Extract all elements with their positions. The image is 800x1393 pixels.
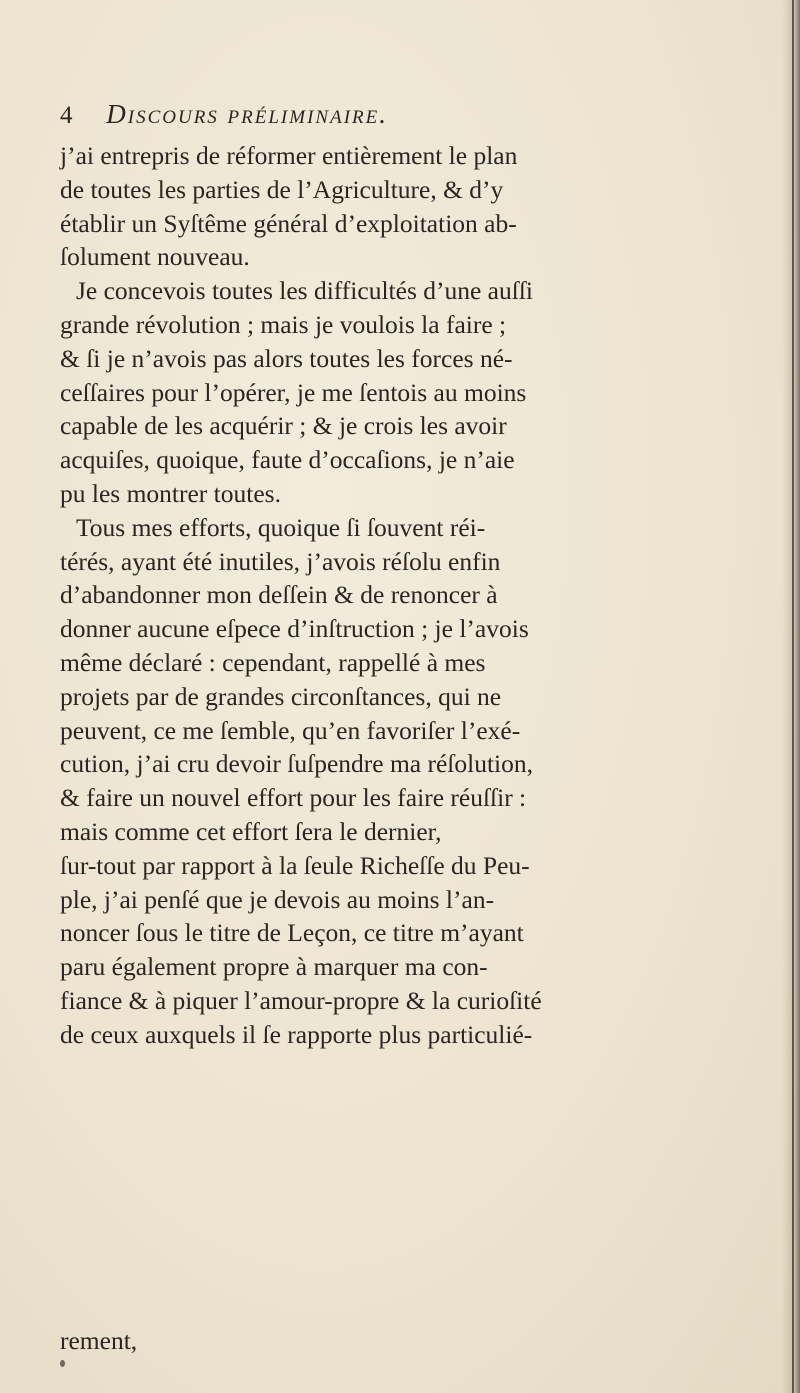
page-header (60, 94, 700, 134)
text-line: paru également propre à marquer ma con- (60, 952, 488, 982)
text-line: ceſſaires pour l’opérer, je me ſentois au moins (60, 377, 527, 407)
text-line: pu les montrer toutes. (60, 478, 281, 508)
paragraph-start-line: Tous mes efforts, quoique ſi ſouvent réi- (76, 512, 486, 542)
text-line: & faire un nouvel effort pour les faire réuſſir : (60, 783, 527, 813)
page-number: 4 (60, 102, 73, 129)
text-line: établir un Syſtême général d’exploitation ab- (60, 208, 517, 238)
text-line: projets par de grandes circonſtances, qui ne (60, 681, 502, 711)
text-line: & ſi je n’avois pas alors toutes les forces né- (60, 343, 513, 373)
text-line: de ceux auxquels il ſe rapporte plus particulié- (60, 1019, 533, 1049)
text-line: acquiſes, quoique, faute d’occaſions, je n’aie (60, 445, 515, 475)
paragraph-start-line: Je concevois toutes les difficultés d’une auſſi (76, 276, 533, 306)
text-line: même déclaré : cependant, rappellé à mes (60, 647, 486, 677)
text-line: térés, ayant été inutiles, j’avois réſolu enfin (60, 546, 501, 576)
text-line: ple, j’ai penſé que je devois au moins l’an- (60, 884, 495, 914)
ink-speck (60, 1360, 65, 1367)
text-line: capable de les acquérir ; & je crois les avoir (60, 411, 507, 441)
text-line: d’abandonner mon deſſein & de renoncer à (60, 580, 498, 610)
page-edge-shadow (782, 0, 800, 1393)
text-line: grande révolution ; mais je voulois la faire ; (60, 309, 507, 339)
text-line: ſolument nouveau. (60, 242, 250, 272)
text-line: cution, j’ai cru devoir ſuſpendre ma réſolution, (60, 749, 534, 779)
body-text (60, 139, 750, 1052)
text-line: fiance & à piquer l’amour-propre & la curioſité (60, 985, 542, 1015)
running-title: Discours préliminaire. (106, 99, 388, 129)
text-line: j’ai entrepris de réformer entièrement le plan (60, 141, 518, 170)
catchword: rement, (60, 1326, 138, 1355)
text-line: de toutes les parties de l’Agriculture, & d’y (60, 174, 504, 204)
text-line: peuvent, ce me ſemble, qu’en favoriſer l’exé- (60, 715, 521, 745)
text-line: donner aucune eſpece d’inſtruction ; je l’avois (60, 614, 529, 644)
page-edge-line (792, 0, 794, 1393)
text-line: ſur-tout par rapport à la ſeule Richeſſe du Peu- (60, 850, 530, 880)
text-line: noncer ſous le titre de Leçon, ce titre m’ayant (60, 918, 524, 948)
text-line: mais comme cet effort ſera le dernier, (60, 816, 442, 846)
